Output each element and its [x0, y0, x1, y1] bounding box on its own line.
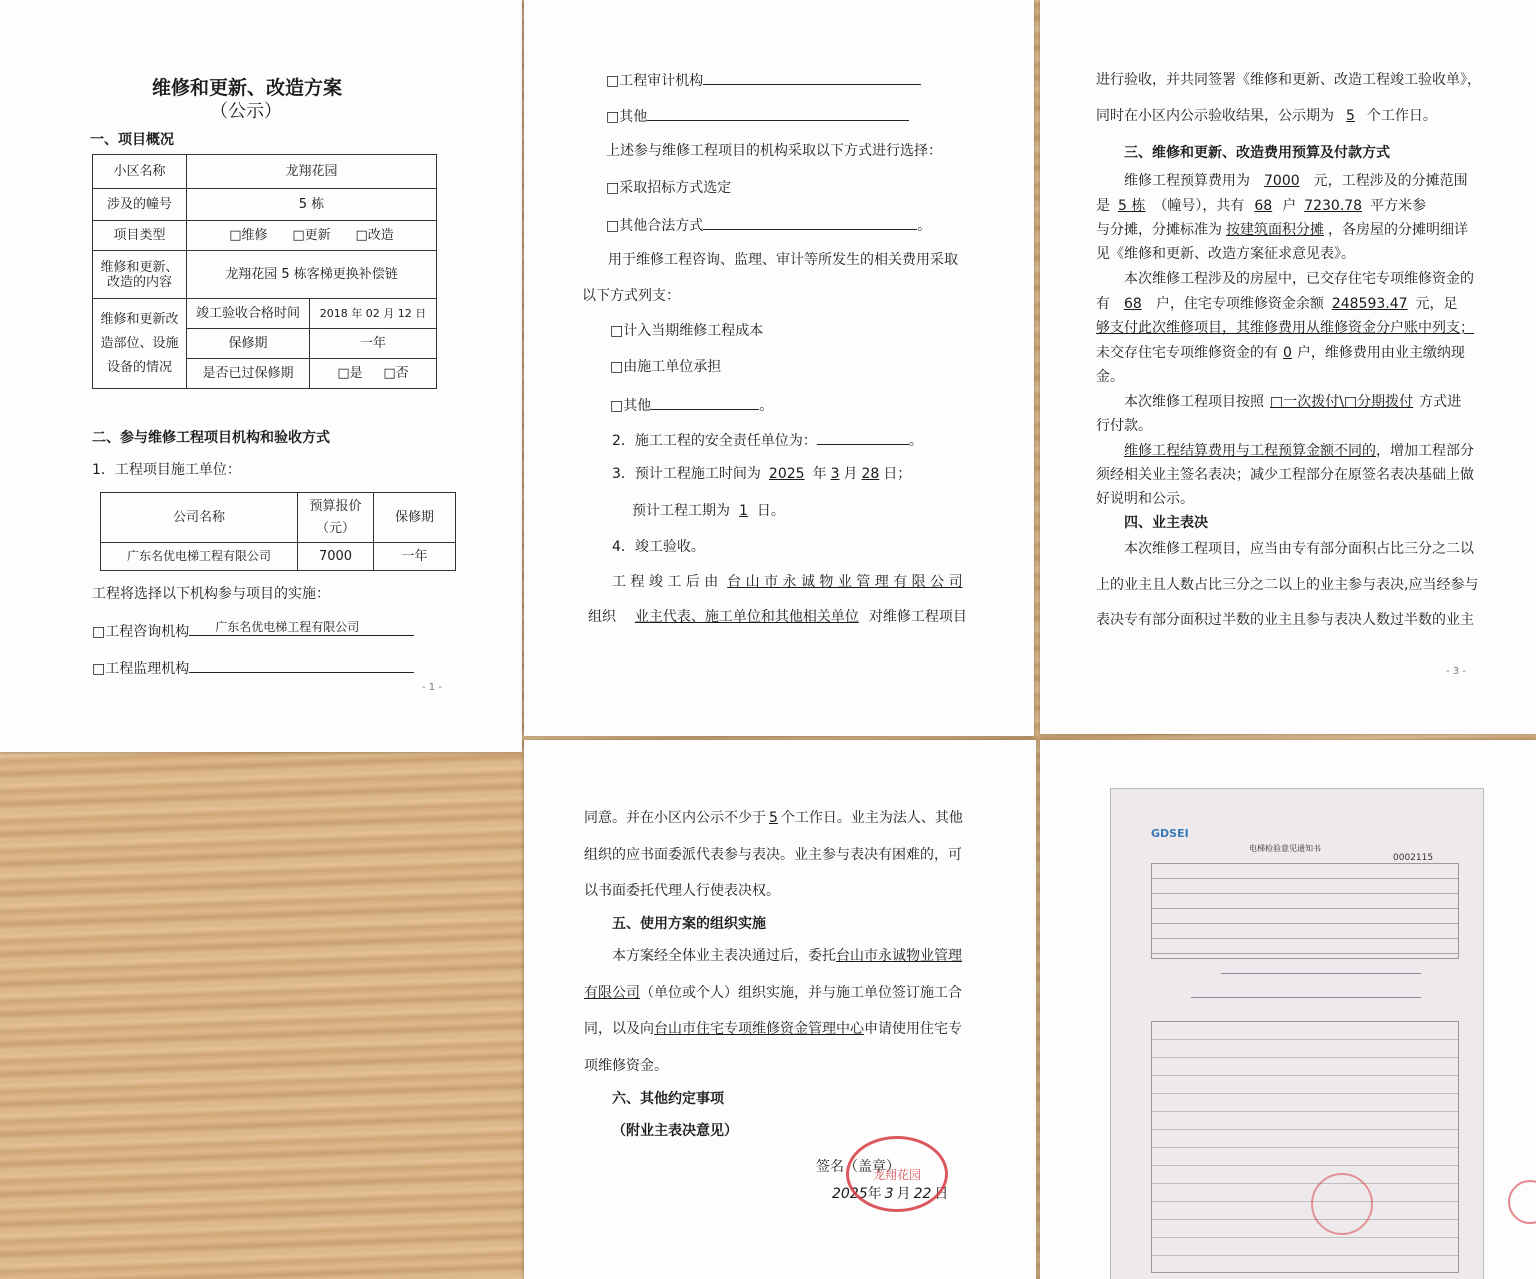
fee-option-other: □其他 。 — [610, 398, 774, 414]
column-header: 公司名称 — [101, 493, 298, 543]
checkbox-yes: □是 — [337, 366, 363, 381]
contractor-table — [100, 492, 456, 571]
table-value: 一年 — [310, 329, 437, 359]
page-number: - 3 - — [1446, 666, 1466, 677]
inspection-seal-stamp — [1311, 1173, 1373, 1235]
paragraph-line: 是 5 栋 （幢号），共有 68 户 7230.78 平方米参 — [1096, 198, 1427, 214]
checkbox-update: □更新 — [292, 228, 331, 243]
paragraph-line: 本次维修工程项目，应当由专有部分面积占比三分之二以 — [1124, 541, 1474, 557]
section-heading: 一、项目概况 — [90, 132, 174, 148]
paragraph-line: 与分摊，分摊标准为 按建筑面积分摊 ，各房屋的分摊明细详 — [1096, 222, 1468, 238]
certificate-logo: GDSEI — [1151, 827, 1189, 840]
paragraph-line: 上的业主且人数占比三分之二以上的业主参与表决,应当经参与 — [1096, 577, 1479, 593]
paragraph-line: 用于维修工程咨询、监理、审计等所发生的相关费用采取 — [608, 252, 958, 268]
document-page-4 — [524, 740, 1036, 1279]
section-heading: 三、维修和更新、改造费用预算及付款方式 — [1124, 145, 1390, 161]
organizer-line: 组织 业主代表、施工单位和其他相关单位 对维修工程项目 — [588, 609, 967, 625]
acceptance-line: 工 程 竣 工 后 由 台 山 市 永 诚 物 业 管 理 有 限 公 司 — [612, 574, 963, 590]
signature-label: 签名（盖章） — [816, 1159, 900, 1175]
paragraph-line: 须经相关业主签名表决；减少工程部分在原签名表决基础上做 — [1096, 467, 1474, 483]
table-label: 竣工验收合格时间 — [187, 299, 310, 329]
paragraph-line: 见《维修和更新、改造方案征求意见表》。 — [1096, 246, 1355, 262]
option-other-legal: □其他合法方式 。 — [606, 218, 932, 234]
document-page-1 — [0, 0, 522, 752]
column-header: 预算报价 （元） — [298, 493, 374, 543]
other-agency-line: □其他 — [606, 107, 909, 125]
table-value: 龙翔花园 5 栋客梯更换补偿链 — [187, 251, 437, 299]
table-label: 维修和更新改 造部位、设施 设备的情况 — [93, 299, 187, 389]
section-heading: 五、使用方案的组织实施 — [612, 916, 766, 932]
paragraph-line: 好说明和公示。 — [1096, 491, 1194, 507]
paragraph-line: 未交存住宅专项维修资金的有 0 户，维修费用由业主缴纳现 — [1096, 345, 1465, 361]
project-overview-table — [92, 154, 437, 389]
column-header: 保修期 — [374, 493, 456, 543]
table-label: 项目类型 — [93, 221, 187, 251]
document-page-5 — [1040, 740, 1536, 1279]
safety-unit-line: 2．施工工程的安全责任单位为： 。 — [612, 433, 923, 449]
checkbox-repair: □维修 — [229, 228, 268, 243]
warranty-expired-options — [310, 359, 437, 389]
paragraph-line: 工程将选择以下机构参与项目的实施： — [92, 586, 330, 602]
paragraph-line: 以书面委托代理人行使表决权。 — [584, 883, 780, 899]
certificate-title: 电梯检验意见通知书 — [1249, 844, 1321, 853]
certificate-lower-grid — [1151, 1021, 1459, 1273]
paragraph-line: 行付款。 — [1096, 418, 1152, 434]
page-title: 维修和更新、改造方案 — [152, 77, 343, 99]
table-value: 2018 年 02 月 12 日 — [310, 299, 437, 329]
paragraph-line: 组织的应书面委派代表参与表决。业主参与表决有困难的，可 — [584, 847, 962, 863]
section-heading: 六、其他约定事项 — [612, 1091, 724, 1107]
paragraph-line: 金。 — [1096, 369, 1124, 385]
sign-date: 2025年 3 月 22 日 — [832, 1186, 949, 1202]
option-bidding: □采取招标方式选定 — [606, 180, 732, 196]
page-subtitle: （公示） — [210, 101, 282, 122]
certificate-form-grid — [1151, 863, 1459, 959]
table-label: 涉及的幢号 — [93, 189, 187, 221]
table-cell: 广东名优电梯工程有限公司 — [101, 543, 298, 571]
paragraph-line: 够支付此次维修项目，其维修费用从维修资金分户账中列支； — [1096, 320, 1474, 336]
table-label: 维修和更新、 改造的内容 — [93, 251, 187, 299]
paragraph-line: 上述参与维修工程项目的机构采取以下方式进行选择： — [606, 143, 942, 159]
certificate-number: 0002115 — [1393, 853, 1434, 863]
section-heading: 四、业主表决 — [1124, 515, 1208, 531]
audit-agency-line: □工程审计机构 — [606, 71, 921, 89]
item-heading: 4．竣工验收。 — [612, 539, 705, 555]
paragraph-line: 同意。并在小区内公示不少于 5 个工作日。业主为法人、其他 — [584, 810, 963, 826]
paragraph-line: 维修工程预算费用为 7000 元，工程涉及的分摊范围 — [1124, 173, 1468, 189]
paragraph-line: 同时在小区内公示验收结果，公示期为 5 个工作日。 — [1096, 108, 1437, 124]
paragraph-line: 以下方式列支： — [582, 288, 680, 304]
paragraph-line: 有限公司（单位或个人）组织实施，并与施工单位签订施工合 — [584, 985, 962, 1001]
paragraph-line: 同，以及向台山市住宅专项维修资金管理中心申请使用住宅专 — [584, 1021, 962, 1037]
edge-seal-stamp — [1508, 1180, 1536, 1224]
project-type-options — [187, 221, 437, 251]
table-value: 龙翔花园 — [187, 155, 437, 189]
checkbox-renovate: □改造 — [355, 228, 394, 243]
table-label: 小区名称 — [93, 155, 187, 189]
attachment-note: （附业主表决意见） — [612, 1123, 738, 1139]
table-value: 5 栋 — [187, 189, 437, 221]
fee-option-cost: □计入当期维修工程成本 — [610, 323, 764, 339]
consult-agency-value: 广东名优电梯工程有限公司 — [215, 620, 360, 634]
document-page-2 — [524, 0, 1034, 736]
handwriting-line — [1221, 973, 1421, 974]
fee-option-contractor: □由施工单位承担 — [610, 359, 722, 375]
consult-agency-line: □工程咨询机构 广东名优电梯工程有限公司 — [92, 622, 414, 640]
construction-time-line: 3．预计工程施工时间为 2025 年 3 月 28 日； — [612, 466, 912, 482]
table-cell: 一年 — [374, 543, 456, 571]
handwriting-line — [1191, 997, 1421, 998]
supervise-agency-line: □工程监理机构 — [92, 659, 414, 677]
checkbox-no: □否 — [383, 366, 409, 381]
paragraph-line: 维修工程结算费用与工程预算金额不同的，增加工程部分 — [1124, 443, 1474, 459]
document-page-3 — [1040, 0, 1536, 734]
table-label: 是否已过保修期 — [187, 359, 310, 389]
section-heading: 二、参与维修工程项目机构和验收方式 — [92, 430, 330, 446]
paragraph-line: 表决专有部分面积过半数的业主且参与表决人数过半数的业主 — [1096, 612, 1474, 628]
stamp-text: 龙翔花园 — [872, 1167, 921, 1182]
item-heading: 1．工程项目施工单位： — [92, 462, 241, 478]
company-seal-stamp — [846, 1136, 948, 1212]
paragraph-line: 项维修资金。 — [584, 1058, 668, 1074]
paragraph-line: 进行验收，并共同签署《维修和更新、改造工程竣工验收单》， — [1096, 72, 1481, 88]
page-number: - 1 - — [422, 682, 442, 693]
table-label: 保修期 — [187, 329, 310, 359]
paragraph-line: 有 68 户，住宅专项维修资金余额 248593.47 元，足 — [1096, 296, 1458, 312]
paragraph-line: 本次维修工程涉及的房屋中，已交存住宅专项维修资金的 — [1124, 271, 1474, 287]
paragraph-line: 本方案经全体业主表决通过后，委托台山市永诚物业管理 — [612, 948, 962, 964]
elevator-inspection-certificate — [1110, 788, 1484, 1279]
paragraph-line: 本次维修工程项目按照 □一次拨付\□分期拨付 方式进 — [1124, 394, 1462, 410]
table-cell: 7000 — [298, 543, 374, 571]
duration-line: 预计工程工期为 1 日。 — [632, 503, 785, 519]
